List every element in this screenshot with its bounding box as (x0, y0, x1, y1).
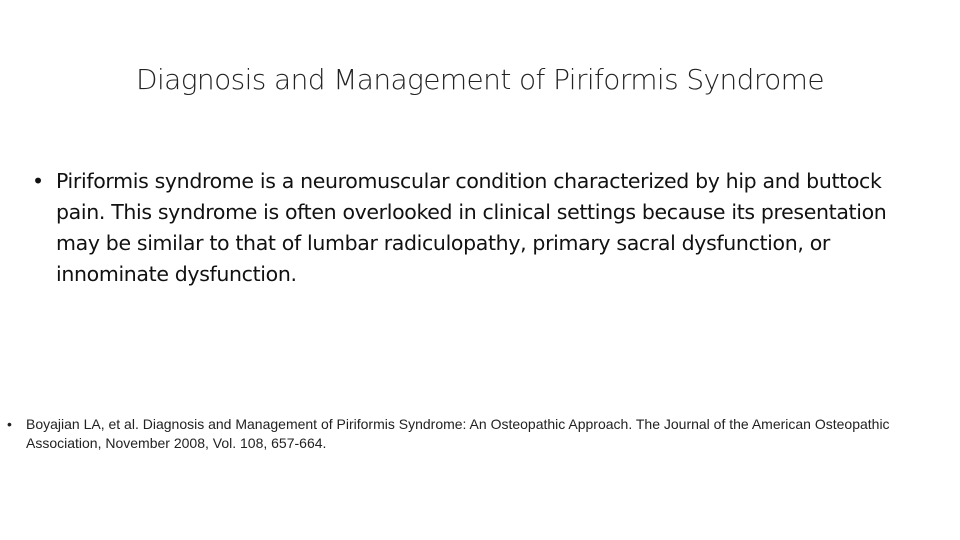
bullet-text: Piriformis syndrome is a neuromuscular condition characterized by hip and buttock pain. This syndrome is often overlooked in clinical settings because its presentation may be similar to that of lumbar radiculopathy, primary sacral dysfunction, or innominate dysfunction. (56, 169, 887, 286)
bullet-marker: • (32, 169, 44, 193)
reference-text: Boyajian LA, et al. Diagnosis and Management of Piriformis Syndrome: An Osteopathic Approach. The Journal of the American Osteopathic Association, November 2008, Vol. 108, 657-664. (26, 416, 890, 451)
bullet-list (30, 166, 930, 290)
bullet-item (30, 166, 930, 290)
reference-bullet-marker: • (7, 416, 12, 432)
slide-title: Diagnosis and Management of Piriformis Syndrome (136, 63, 824, 96)
reference-list (7, 415, 942, 453)
reference-item (7, 415, 942, 453)
